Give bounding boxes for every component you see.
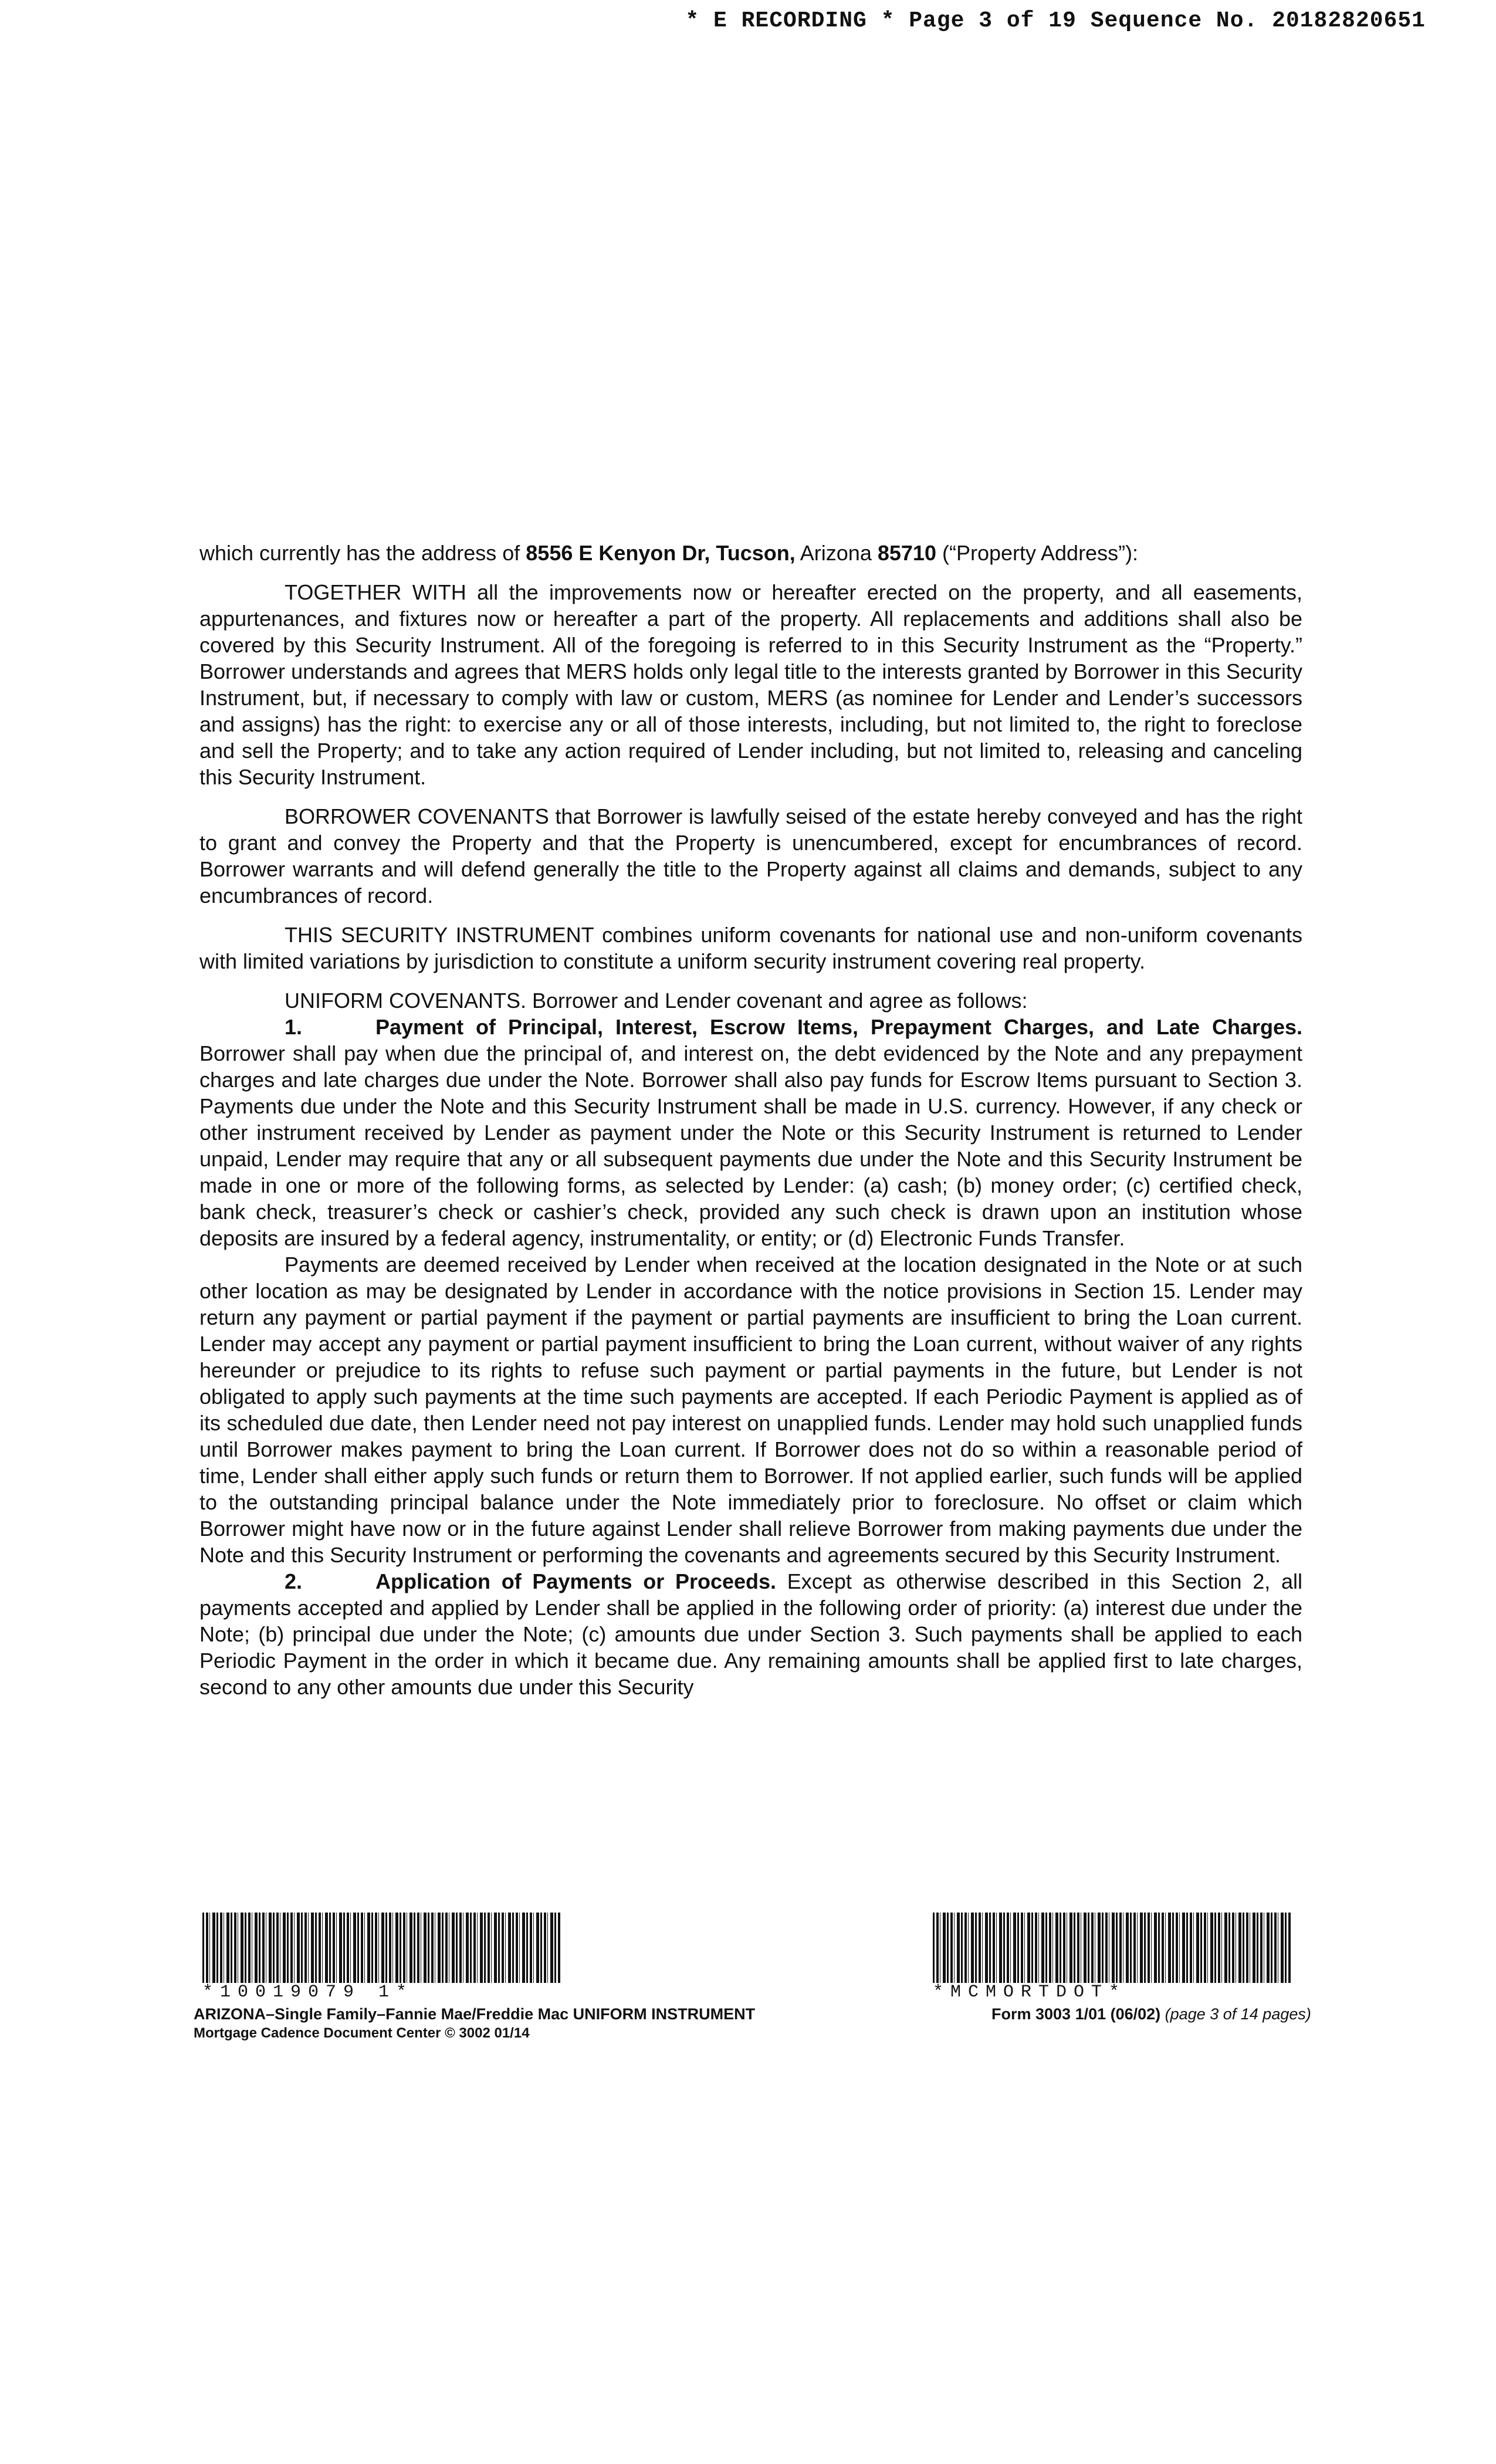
address-zip: 85710	[877, 541, 936, 565]
loan-barcode	[202, 1913, 560, 2002]
form-barcode	[933, 1913, 1291, 2002]
uniform-covenants-heading: UNIFORM COVENANTS. Borrower and Lender covenant and agree as follows:	[285, 989, 1028, 1013]
address-street-city: 8556 E Kenyon Dr, Tucson,	[526, 541, 796, 565]
this-security-instrument-paragraph: THIS SECURITY INSTRUMENT combines uniform covenants for national use and non-uniform covenants with limited variations by jurisdiction to constitute a uniform security instrument covering real property.	[199, 923, 1302, 973]
form-barcode-bars	[933, 1913, 1291, 1983]
section-2-title: Application of Payments or Proceeds.	[375, 1569, 777, 1593]
borrower-covenants-paragraph: BORROWER COVENANTS that Borrower is lawfully seised of the estate hereby conveyed and has the right to grant and convey the Property and that the Property is unencumbered, except for encumbrances of record. Borrower warrants and will defend generally the title to the Property against all claims and demands, subject to any encumbrances of record.	[199, 804, 1302, 908]
section-1-number: 1.	[285, 1015, 303, 1039]
loan-barcode-text: *10019079 1*	[202, 1982, 414, 2002]
address-suffix: (“Property Address”):	[936, 541, 1139, 565]
recording-header: * E RECORDING * Page 3 of 19 Sequence No. 20182820651	[685, 8, 1426, 33]
address-prefix: which currently has the address of	[199, 541, 526, 565]
footer-form-number	[991, 2005, 1311, 2023]
address-paragraph	[199, 540, 1302, 566]
footer-form-label: Form 3003 1/01 (06/02)	[991, 2005, 1165, 2023]
section-1-title: Payment of Principal, Interest, Escrow Items, Prepayment Charges, and Late Charges.	[375, 1015, 1302, 1039]
footer-instrument-title: ARIZONA–Single Family–Fannie Mae/Freddie Mac UNIFORM INSTRUMENT	[194, 2005, 756, 2023]
section-2-number: 2.	[285, 1569, 303, 1593]
section-2-paragraph	[199, 1568, 1302, 1700]
footer-document-center: Mortgage Cadence Document Center © 3002 01/14	[194, 2025, 530, 2041]
section-1-paragraph	[199, 1014, 1302, 1251]
loan-barcode-bars	[202, 1913, 560, 1983]
section-1-body: Borrower shall pay when due the principal of, and interest on, the debt evidenced by the Note and any prepayment charges and late charges due under the Note. Borrower shall also pay funds for Escrow Items pursuant to Section 3. Payments due under the Note and this Security Instrument shall be made in U.S. currency. However, if any check or other instrument received by Lender as payment under the Note or this Security Instrument is returned to Lender unpaid, Lender may require that any or all subsequent payments due under the Note and this Security Instrument be made in one or more of the following forms, as selected by Lender: (a) cash; (b) money order; (c) certified check, bank check, treasurer’s check or cashier’s check, provided any such check is drawn upon an institution whose deposits are insured by a federal agency, instrumentality, or entity; or (d) Electronic Funds Transfer.	[199, 1041, 1302, 1250]
document-body	[199, 540, 1302, 1700]
section-2-body: Except as otherwise described in this Section 2, all payments accepted and applied by Lender shall be applied in the following order of priority: (a) interest due under the Note; (b) principal due under the Note; (c) amounts due under Section 3. Such payments shall be applied to each Periodic Payment in the order in which it became due. Any remaining amounts shall be applied first to late charges, second to any other amounts due under this Security	[199, 1569, 1302, 1699]
form-barcode-text: *MCMORTDOT*	[933, 1982, 1127, 2002]
together-with-paragraph: TOGETHER WITH all the improvements now or hereafter erected on the property, and all easements, appurtenances, and fixtures now or hereafter a part of the property. All replacements and additions shall also be covered by this Security Instrument. All of the foregoing is referred to in this Security Instrument as the “Property.” Borrower understands and agrees that MERS holds only legal title to the interests granted by Borrower in this Security Instrument, but, if necessary to comply with law or custom, MERS (as nominee for Lender and Lender’s successors and assigns) has the right: to exercise any or all of those interests, including, but not limited to, the right to foreclose and sell the Property; and to take any action required of Lender including, but not limited to, releasing and canceling this Security Instrument.	[199, 580, 1302, 789]
address-state: Arizona	[795, 541, 878, 565]
payments-deemed-paragraph: Payments are deemed received by Lender when received at the location designated in the Note or at such other location as may be designated by Lender in accordance with the notice provisions in Section 15. Lender may return any payment or partial payment if the payment or partial payments are insufficient to bring the Loan current. Lender may accept any payment or partial payment insufficient to bring the Loan current, without waiver of any rights hereunder or prejudice to its rights to refuse such payment or partial payments in the future, but Lender is not obligated to apply such payments at the time such payments are accepted. If each Periodic Payment is applied as of its scheduled due date, then Lender need not pay interest on unapplied funds. Lender may hold such unapplied funds until Borrower makes payment to bring the Loan current. If Borrower does not do so within a reasonable period of time, Lender shall either apply such funds or return them to Borrower. If not applied earlier, such funds will be applied to the outstanding principal balance under the Note immediately prior to foreclosure. No offset or claim which Borrower might have now or in the future against Lender shall relieve Borrower from making payments due under the Note and this Security Instrument or performing the covenants and agreements secured by this Security Instrument.	[199, 1253, 1302, 1567]
footer-page-count: (page 3 of 14 pages)	[1165, 2005, 1311, 2023]
